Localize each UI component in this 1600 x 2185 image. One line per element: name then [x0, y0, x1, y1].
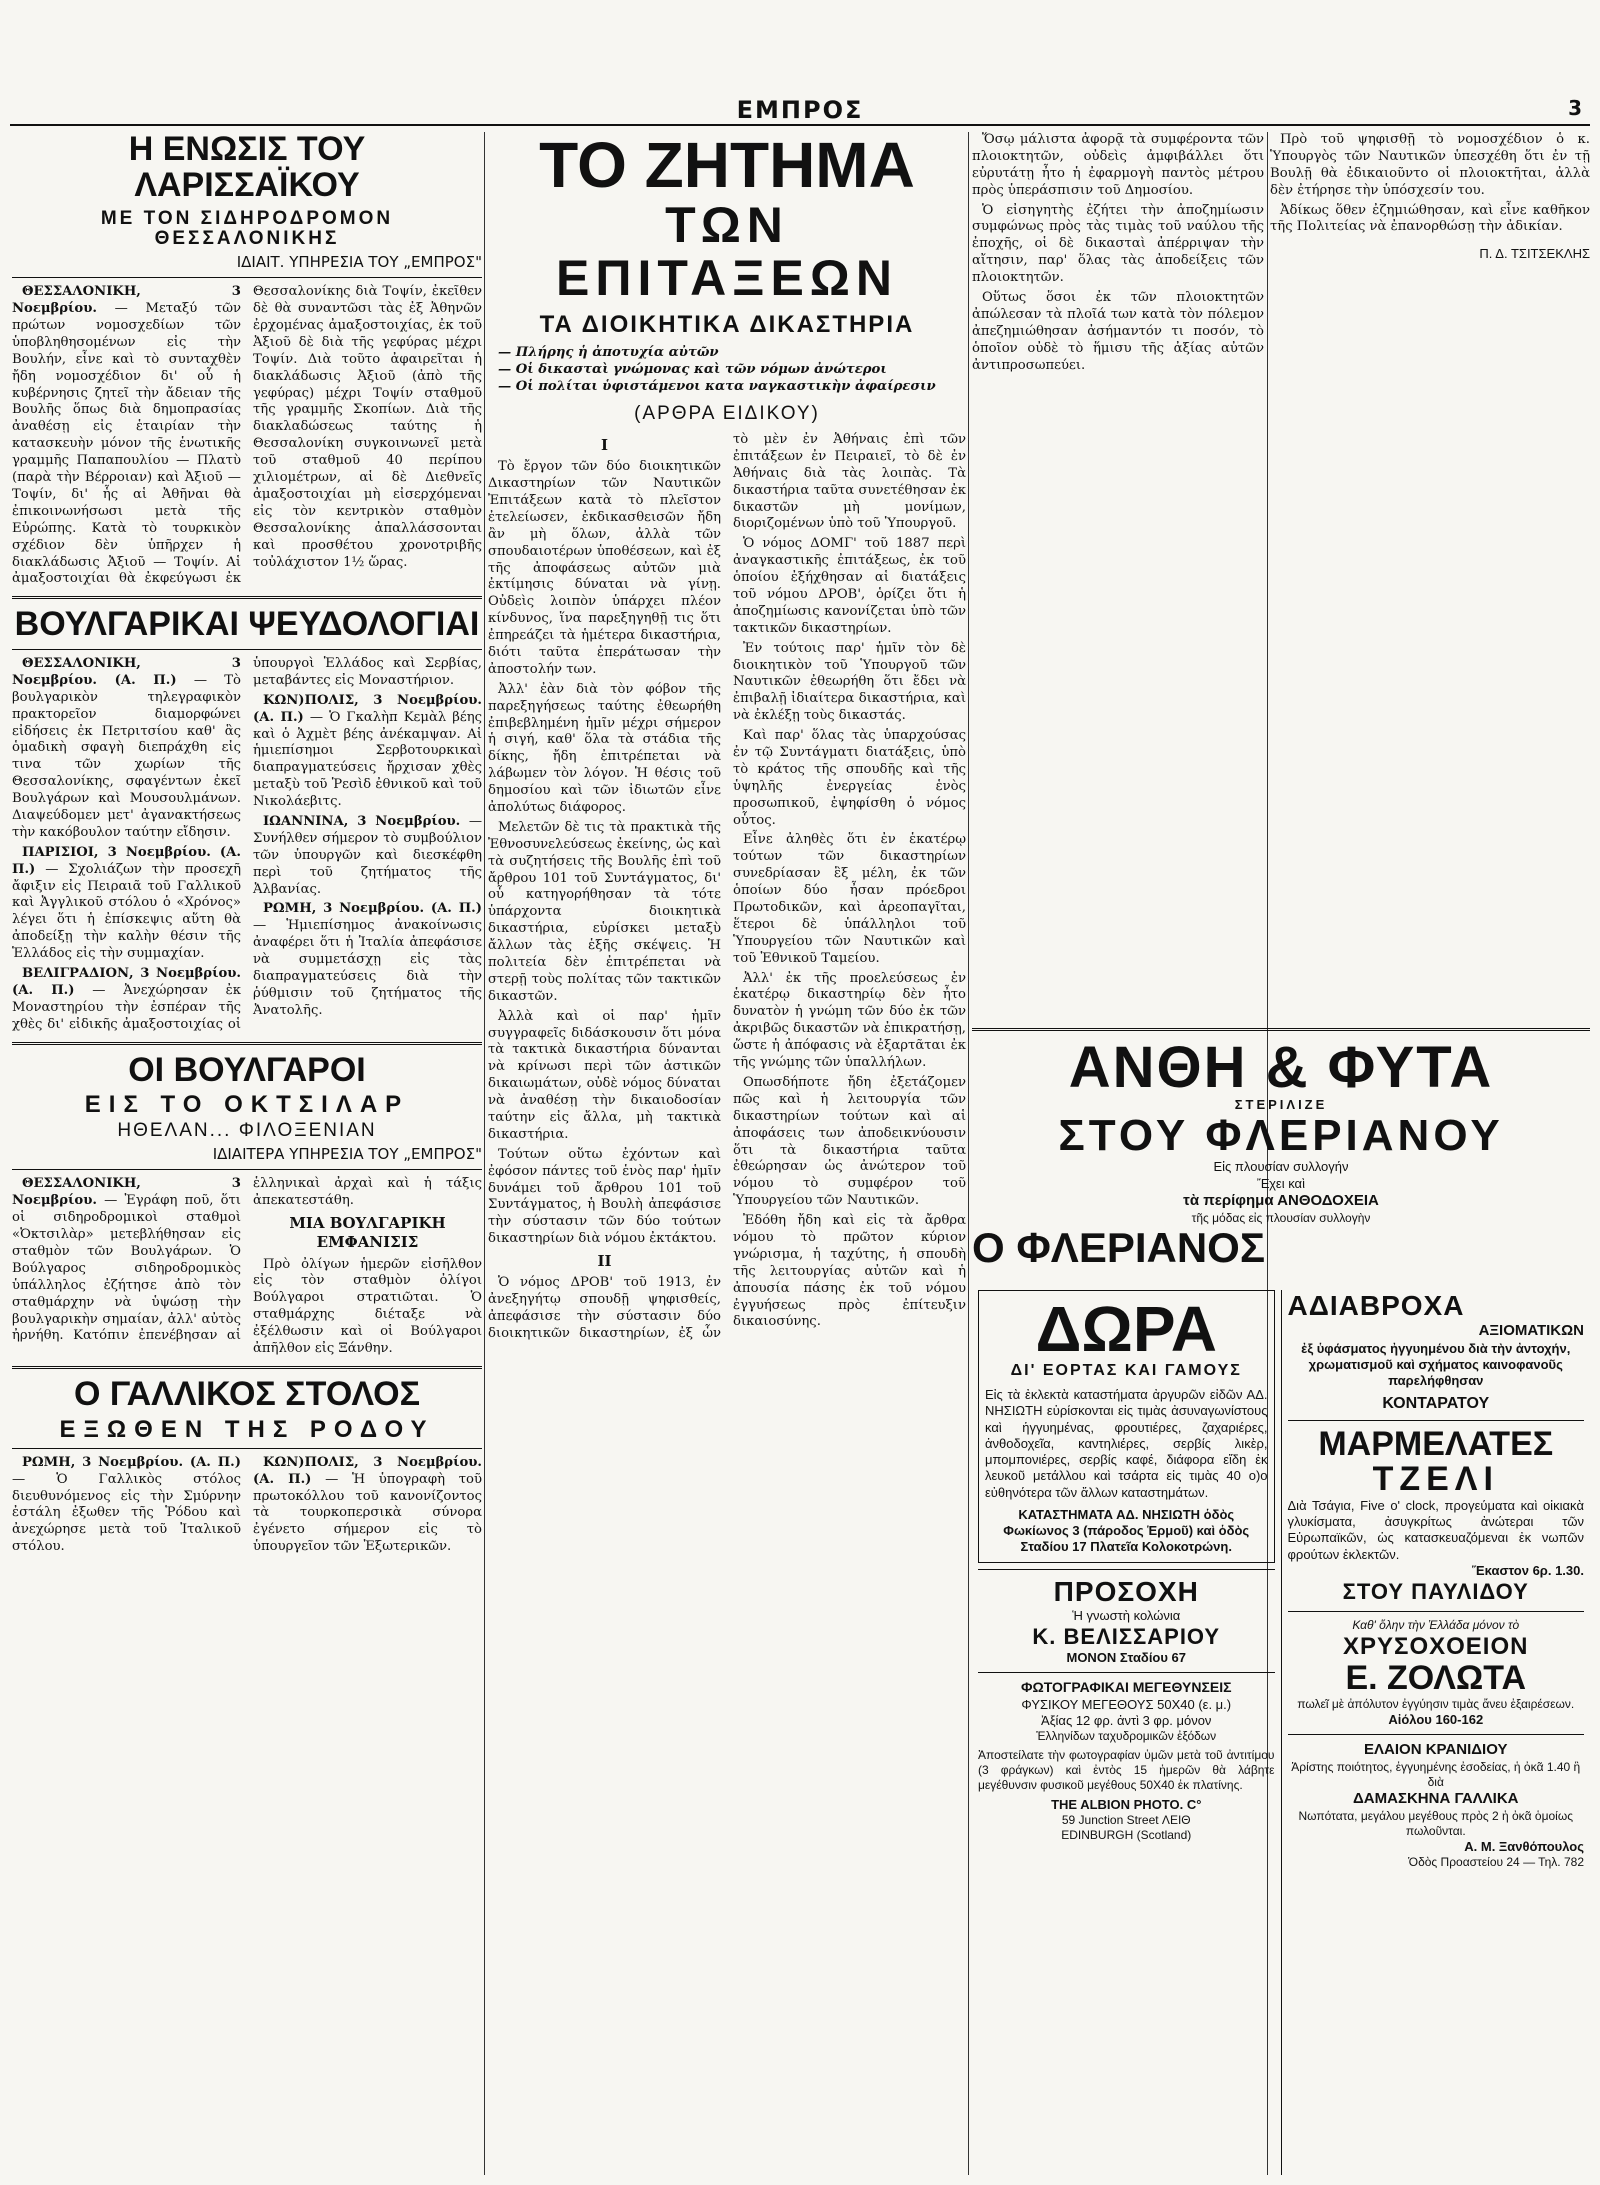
page-number: 3: [1568, 96, 1582, 120]
divider: [978, 1569, 1275, 1570]
paragraph: — Ἡμιεπίσημος ἀνακοίνωσις ἀναφέρει ὅτι ἡ Ἰταλία ἀπεφάσισε νὰ συμμετάσχῃ εἰς τὰς διαπραγματεύσεις διὰ τὴν ῥύθμισιν τοῦ ζητήματος τῆς Ἀνατολῆς.: [253, 918, 482, 1018]
ad-text: Ἔχει καὶ: [1257, 1175, 1305, 1191]
ad-text: τὰ περίφημα ΑΝΘΟΔΟΧΕΙΑ: [1183, 1191, 1379, 1209]
ad-text: Ἀρίστης ποιότητος, ἐγγυημένης ἐσοδείας, ἡ ὀκᾶ 1.40 ἢ διὰ: [1291, 1759, 1581, 1789]
ad-address: EDINBURGH (Scotland): [1061, 1828, 1192, 1843]
subheadline: ΜΕ ΤΟΝ ΣΙΔΗΡΟΔΡΟΜΟΝ ΘΕΣΣΑΛΟΝΙΚΗΣ: [100, 208, 394, 250]
ad-text: ΜΟΝΟΝ Σταδίου 67: [1066, 1649, 1187, 1665]
ad-marmalade: [1287, 1424, 1585, 1606]
summary-item: — Πλήρης ἡ ἀποτυχία αὐτῶν: [498, 345, 719, 361]
ad-title: ΑΔΙΑΒΡΟΧΑ: [1287, 1290, 1465, 1321]
subheadline: ΕΞΩΘΕΝ ΤΗΣ ΡΟΔΟΥ: [59, 1415, 435, 1443]
subheadline: ΕΙΣ ΤΟ ΟΚΤΣΙΛΑΡ: [84, 1091, 410, 1119]
dateline: ΘΕΣΣΑΛΟΝΙΚΗ, 3 Νοεμβρίου.: [12, 1176, 241, 1209]
dateline: ΚΩΝ)ΠΟΛΙΣ, 3 Νοεμβρίου. (Α. Π.): [253, 692, 482, 725]
divider: [1288, 1734, 1585, 1735]
masthead-title: ΕΜΠΡΟΣ: [736, 96, 864, 124]
ad-title: ΔΑΜΑΣΚΗΝΑ ΓΑΛΛΙΚΑ: [1353, 1789, 1519, 1807]
column-left: [12, 132, 482, 2175]
paragraph: — Ἀνεχώρησαν ἐκ Μοναστηρίου τὴν ἐσπέραν τῆς χθὲς δι' εἰδικῆς ἀμαξοστοιχίας οἱ ὑπουργοὶ Ἑλλάδος καὶ Σερβίας, μεταβάντες εἰς Μοναστήριον.: [12, 655, 482, 1032]
divider: [12, 649, 482, 650]
dateline: ΘΕΣΣΑΛΟΝΙΚΗ, 3 Νοεμβρίου. (Α. Π.): [12, 655, 241, 688]
divider: [12, 1448, 482, 1449]
headline: ΟΙ ΒΟΥΛΓΑΡΟΙ: [128, 1050, 366, 1089]
paragraph: — Μεταξύ τῶν πρώτων νομοσχεδίων τῶν ὑποβληθησομένων εἰς τὴν Βουλήν, εἶνε καὶ τὸ συνταχθὲν ἤδη νομοσχέδιον δι' οὗ ἡ κυβέρνησις ζητεῖ τὴν ἄδειαν τῆς Βουλῆς ὅπως διὰ δημοπρασίας ἀναθέσῃ εἰς ἑταιρίαν τὴν κατασκευὴν μόνον τῆς ἑνωτικῆς γραμμῆς Παπαπουλίου — Πλατὺ (παρὰ τὴν Βέρροιαν) καὶ Ἀξιοῦ — Τοψίν, δι' ἧς αἱ Ἀθῆναι θὰ ἐπικοινωνήσωσι μετὰ τῆς Εὐρώπης. Κατὰ τὸ τουρκικὸν σχέδιον δὲν ὑπῆρχεν ἡ διακλάδωσις Ἀξιοῦ — Τοψίν. Αἱ ἀμαξοστοιχίαι θὰ ἐκφεύγωσι ἐκ Θεσσαλονίκης διὰ Τοψίν, ἐκεῖθεν δὲ θὰ συναντῶσι τὰς ἐξ Ἀθηνῶν ἐρχομένας ἀμαξοστοιχίας, ἐκ τοῦ Ἀξιοῦ δὲ διὰ τῆς γεφύρας μέχρι Τοψίν. Διὰ τοῦτο ἀφαιρεῖται ἡ διακλάδωσις Ἀξιοῦ (ἀπὸ τῆς γεφύρας) μέχρι Τοψίν σταθμοῦ τῆς γραμμῆς Σκοπίων. Διὰ τῆς διακλαδώσεως ταύτης ἡ Θεσσαλονίκη συγκοινωνεῖ μετὰ τοῦ σταθμοῦ 40 περίπου χιλιομέτρων, αἱ δὲ Διεθνεῖς ἀμαξοστοιχίαι μὴ εἰσερχόμεναι εἰς τὸν κεντρικὸν σταθμὸν Θεσσαλονίκης ἀπαλλάσσονται καὶ προσθέτου χρονοτριβῆς τοὐλάχιστον 1½ ὥρας.: [12, 284, 482, 587]
headline: Η ΕΝΩΣΙΣ ΤΟΥ ΛΑΡΙΣΣΑΪΚΟΥ: [128, 132, 366, 204]
headline: ΤΟ ΖΗΤΗΜΑ: [539, 132, 915, 201]
ad-store: ΚΟΝΤΑΡΑΤΟΥ: [1382, 1394, 1490, 1412]
paragraph: Τούτων οὕτω ἐχόντων καὶ ἐφόσον πάντες τοῦ ἑνὸς παρ' ἡμῖν δυνάμει τοῦ ἄρθρου 101 τοῦ Συντάγματος, ἡ Βουλὴ ἀπεφάσισε τὴν σύστασιν τῶν δύο τούτων δικαστηρίων διὰ νόμου ἐκτάκτου.: [488, 1146, 721, 1247]
paragraph: Ἐδόθη ἤδη καὶ εἰς τὰ ἄρθρα νόμου τὸ πρῶτον κύριον γνώρισμα, ἡ ταχύτης, ἡ σπουδὴ τῆς λειτουργίας αὐτῶν καὶ ἡ ἀπουσία πάσης ἐκ τοῦ νόμου ἐγγυήσεως πρὸς ἐπίτευξιν δικαιοσύνης.: [733, 1213, 966, 1330]
ad-photo: [978, 1679, 1275, 1843]
ad-text: ΣΤΕΡΙΛΙΖΕ: [1234, 1097, 1328, 1112]
kicker: ΗΘΕΛΑΝ... ΦΙΛΟΞΕΝΙΑΝ: [117, 1120, 377, 1142]
divider: [12, 596, 482, 599]
paragraph: — Συνήλθεν σήμερον τὸ συμβούλιον τῶν ὑπουργῶν καὶ διεσκέφθη περὶ τοῦ ζητήματος τῆς Ἀλβανίας.: [253, 813, 482, 897]
ad-title: ΕΛΑΙΟΝ ΚΡΑΝΙΔΙΟΥ: [1364, 1741, 1508, 1759]
ad-footer: ΚΑΤΑΣΤΗΜΑΤΑ ΑΔ. ΝΗΣΙΩΤΗ ὁδὸς Φωκίωνος 3 (πάροδος Ἑρμοῦ) καὶ ὁδὸς Σταδίου 17 Πλατεῖα Κολοκοτρώνη.: [1003, 1506, 1250, 1555]
ad-title: ΧΡΥΣΟΧΟΕΙΟΝ: [1343, 1633, 1529, 1661]
paragraph: Ὅσῳ μάλιστα ἀφορᾷ τὰ συμφέροντα τῶν πλοιοκτητῶν, οὐδεὶς ἀμφιβάλλει ὅτι εὐρυτάτῃ ἦτο ἡ ἐφαρμογὴ παντὸς μέτρου πρὸς ὑπεράσπισιν τοῦ Δημοσίου.: [972, 132, 1264, 198]
section-heading: ΜΙΑ ΒΟΥΛΓΑΡΙΚΗ ΕΜΦΑΝΙΣΙΣ: [289, 1214, 446, 1252]
divider: [12, 1042, 482, 1045]
subheadline: ΤΑ ΔΙΟΙΚΗΤΙΚΑ ΔΙΚΑΣΤΗΡΙΑ: [539, 311, 915, 339]
dateline: ΡΩΜΗ, 3 Νοεμβρίου. (Α. Π.): [263, 901, 482, 917]
article-body: [12, 1455, 482, 1559]
article-french-fleet: [12, 1374, 482, 1559]
ads-column-left: [972, 1290, 1281, 2175]
article-body: [488, 432, 966, 1343]
paragraph: Ἐν τούτοις παρ' ἡμῖν τὸν δὲ διοικητικὸν τοῦ Ὑπουργοῦ τῶν Ναυτικῶν ἐθεωρήθη ὅτι ἔδει νὰ ἐπιβαλῇ ἰδιαίτερα δικαστήρια, καὶ νὰ ἐκλέξῃ τοὺς δικαστάς.: [733, 640, 966, 724]
ad-text: ΦΥΣΙΚΟΥ ΜΕΓΕΘΟΥΣ 50Χ40 (ε. μ.): [1021, 1696, 1232, 1712]
summary-list: [498, 345, 966, 396]
paragraph: Οπωσδήποτε ἤδη ἐξετάζομεν πῶς καὶ ἡ λειτουργία τῶν δικαστηρίων τούτων καὶ αἱ ἀποφάσεις των ἀποδεικνύουσιν ὅτι τὰ δικαστήρια ταῦτα ἐθεώρησαν ὡς ἀνώτερον τοῦ νόμου τὸ συμφέρον τοῦ Ὑπουργείου τῶν Ναυτικῶν.: [733, 1074, 966, 1209]
ad-jewelry: [1288, 1618, 1585, 1728]
ad-flowers: [972, 1020, 1590, 1280]
ad-title: ΦΩΤΟΓΡΑΦΙΚΑΙ ΜΕΓΕΘΥΝΣΕΙΣ: [1021, 1679, 1232, 1695]
divider: [978, 1672, 1275, 1673]
ad-text: Ἡ γνωστὴ κολώνια: [1072, 1607, 1181, 1623]
headline: ΒΟΥΛΓΑΡΙΚΑΙ ΨΕΥΔΟΛΟΓΙΑΙ: [14, 605, 480, 644]
service-line: ΙΔΙΑΙΤΕΡΑ ΥΠΗΡΕΣΙΑ ΤΟΥ „ΕΜΠΡΟΣ": [212, 1145, 482, 1164]
paragraph: — Τὸ βουλγαρικὸν τηλεγραφικὸν πρακτορεῖον διαμορφώνει εἰδήσεις ἐκ Πετριτσίου καθ' ἃς ὁμαδικὴ σφαγὴ διεπράχθη εἰς τινα τῶν χωρίων τῆς Θεσσαλονίκης, σφαγέντων ἐκεῖ Βουλγάρων καὶ Μουσουλμάνων. Διαψεύδομεν μετ' ἀγανακτήσεως τὴν κακόβουλον ταύτην εἴδησιν.: [12, 672, 242, 840]
paragraph: — Σχολιάζων τὴν προσεχῆ ἄφιξιν εἰς Πειραιᾶ τοῦ Γαλλικοῦ καὶ Ἀγγλικοῦ στόλου ὁ «Χρόνος» λέγει ὅτι ἡ ἐπίσκεψις αὕτη θὰ ἀποδείξῃ τὴν καλὴν θέσιν τῆς Ἑλλάδος εἰς τὴν συμμαχίαν.: [12, 861, 241, 962]
paragraph: Μελετῶν δὲ τις τὰ πρακτικὰ τῆς Ἐθνοσυνελεύσεως ἐκείνης, ὡς καὶ τὰ συζητήσεις τῆς Βουλῆς ἐπὶ τοῦ ἄρθρου 101 τοῦ Συντάγματος, δι' οὗ κατηγορήθησαν τὰ τότε ὑπάρχοντα διοικητικὰ δικαστήρια, εὑρίσκει μεταξὺ ἄλλων τὰς ἑξῆς σκέψεις. Ἡ πολιτεία δὲν ἐπιτρέπεται νὰ στερῇ τοὺς πολίτας τῶν τακτικῶν δικαστῶν.: [488, 819, 721, 1004]
article-bulgarian-lies: [12, 607, 482, 1033]
paragraph: Ἀλλ' ἐὰν διὰ τὸν φόβον τῆς παρεξηγήσεως ταύτης ἐθεωρήθη ἐπιβεβλημένη ἡμῖν μέχρι σήμερον ἡ σιγή, καθ' ὅλα τὰ στάδια τῆς δίκης, ἤδη ἐπιτρέπεται νὰ λάβωμεν τὸν λόγον. Ἡ θέσις τοῦ δημοσίου καὶ τῶν ἰδιωτῶν εἶνε ἀπολύτως διάφορος.: [488, 681, 721, 815]
ad-store: Α. Μ. Ξανθόπουλος: [1464, 1838, 1584, 1854]
dateline: ΡΩΜΗ, 3 Νοεμβρίου. (Α. Π.): [22, 1454, 241, 1470]
ad-text: ἐξ ὑφάσματος ἠγγυημένου διὰ τὴν ἀντοχήν, χρωματισμοῦ καὶ σχήματος καινοφανοῦς παρελήφθησαν: [1301, 1340, 1571, 1389]
headline: Ο ΓΑΛΛΙΚΟΣ ΣΤΟΛΟΣ: [74, 1374, 420, 1413]
masthead: [10, 96, 1590, 126]
ad-text: Ἀξίας 12 φρ. ἀντὶ 3 φρ. μόνον: [1041, 1712, 1212, 1728]
dateline: ΒΕΛΙΓΡΑΔΙΟΝ, 3 Νοεμβρίου. (Α. Π.): [12, 966, 241, 998]
ad-text: πωλεῖ μὲ ἀπόλυτον ἐγγύησιν τιμὰς ἄνευ ἐξαιρέσεων.: [1297, 1696, 1575, 1711]
article-larissa: [12, 132, 482, 588]
ad-address: Αἰόλου 160-162: [1388, 1711, 1484, 1727]
ad-text: τῆς μόδας εἰς πλουσίαν συλλογὴν: [1191, 1210, 1371, 1225]
paragraph: Ὁ νόμος ΔΟΜΓ' τοῦ 1887 περὶ ἀναγκαστικῆς ἐπιτάξεως, ἐκ τοῦ ὁποίου ἐξήχθησαν αἱ διατάξεις τοῦ νόμου ΔΡΟΒ', ὁρίζει ὅτι ἡ ἀποζημίωσις κανονίζεται ὑπὸ τῶν τακτικῶν δικαστηρίων.: [733, 536, 966, 636]
divider: [12, 1169, 482, 1170]
summary-item: — Οἱ δικασταὶ γνώμονας καὶ τῶν νόμων ἀνώτεροι: [498, 362, 887, 378]
ad-text: Διὰ Τσάγια, Five o' clock, προγεύματα καὶ οἰκιακὰ γλυκίσματα, ἀσυγκρίτως ἀνώτεραι τῶν Εὐρωπαϊκῶν, ὡς κατασκευαζόμεναι ἐκ νωπῶν φρούτων ἐκλεκτῶν.: [1287, 1497, 1584, 1562]
divider: [12, 1366, 482, 1369]
dateline: ΚΩΝ)ΠΟΛΙΣ, 3 Νοεμβρίου. (Α. Π.): [253, 1454, 482, 1487]
ad-store: ΣΤΟΥ ΠΑΥΛΙΔΟΥ: [1342, 1579, 1529, 1605]
ads-grid: [972, 1290, 1590, 2175]
ad-title: ΤΖΕΛΙ: [1372, 1460, 1499, 1499]
ad-text: Ἀποστείλατε τὴν φωτογραφίαν ὑμῶν μετὰ τοῦ ἀντιτίμου (3 φράγκων) καὶ ἐντὸς 15 ἡμερῶν θὰ λάβητε μεγέθυνσιν φυσικοῦ μεγέθους 50Χ40 ἐκ πλατίνης.: [978, 1748, 1275, 1792]
divider: [972, 1028, 1590, 1031]
ad-text: Εἰς τὰ ἐκλεκτὰ καταστήματα ἀργυρῶν εἰδῶν ΑΔ. ΝΗΣΙΩΤΗ εὑρίσκονται εἰς τιμὰς ἀσυναγωνίστους καὶ ἡγγυημένας, φρουτιέρες, ζαχαριέρες, ἀνθοδοχεῖα, καντηλιέρες, σερβίς λικὲρ, μπομπονιέρες, σερβίς καφέ, διάφορα εἴδη ἐκ λευκοῦ μετάλλου καὶ τσάρτα εἰς τιμὰς 40 ο)ο εὐθηνότερα τῶν ἄλλων καταστημάτων.: [985, 1387, 1268, 1500]
paragraph: — Ἡ ὑπογραφὴ τοῦ πρωτοκόλλου τοῦ κανονίζοντος τὰ τουρκοπερσικὰ σύνορα ἐγένετο σήμερον εἰς τὸ ὑπουργεῖον τῶν Ἐξωτερικῶν.: [253, 1471, 482, 1555]
paragraph: Πρὸ ὀλίγων ἡμερῶν εἰσῆλθον εἰς τὸν σταθμὸν ὀλίγοι Βούλγαροι στρατιῶται. Ὁ σταθμάρχης διέταξε νὰ ἐξέλθωσιν καὶ οἱ Βούλγαροι ἀπῆλθον εἰς Ξάνθην.: [253, 1256, 482, 1356]
paragraph: Πρὸ τοῦ ψηφισθῇ τὸ νομοσχέδιον ὁ κ. Ὑπουργὸς τῶν Ναυτικῶν ὑπεσχέθη ὅτι ἐν τῇ Βουλῇ θὰ ἐδικαιοῦντο οἱ πλοιοκτῆται, ἀλλὰ δὲν ἐτήρησε τὴν ὑπόσχεσίν του.: [1270, 132, 1590, 198]
ad-oil: [1288, 1741, 1585, 1870]
ad-text: Εἰς πλουσίαν συλλογήν: [1213, 1159, 1349, 1175]
section-number: ΙΙ: [597, 1252, 612, 1271]
ad-title: Κ. ΒΕΛΙΣΣΑΡΙΟΥ: [1032, 1623, 1221, 1649]
ad-title: Ο ΦΛΕΡΙΑΝΟΣ: [972, 1223, 1266, 1271]
dateline: ΙΩΑΝΝΙΝΑ, 3 Νοεμβρίου.: [263, 813, 461, 829]
ad-gifts: [978, 1290, 1275, 1563]
article-epitaxeis: [488, 132, 966, 1343]
ad-title: ΣΤΟΥ ΦΛΕΡΙΑΝΟΥ: [1058, 1111, 1504, 1161]
divider: [1288, 1611, 1585, 1612]
ad-text: Νωπότατα, μεγάλου μεγέθους πρὸς 2 ἡ ὀκᾶ ὁμοίως πωλοῦνται.: [1298, 1808, 1573, 1838]
divider: [1288, 1420, 1585, 1421]
ad-subtitle: ΔΙ' ΕΟΡΤΑΣ ΚΑΙ ΓΑΜΟΥΣ: [1010, 1362, 1242, 1379]
dateline: ΠΑΡΙΣΙΟΙ, 3 Νοεμβρίου. (Α. Π.): [12, 844, 241, 877]
ad-subtitle: ΑΞΙΟΜΑΤΙΚΩΝ: [1478, 1322, 1584, 1339]
article-body: [12, 1176, 482, 1358]
paragraph: Ὁ εἰσηγητὴς ἐζήτει τὴν ἀποζημίωσιν συμφώνως πρὸς τὰς τιμὰς τοῦ ναύλου τῆς ἐποχῆς, οἱ δὲ δικασταὶ ἀπέρριψαν τὴν αἴτησιν, παρ' ὅλας τὰς ἀποδείξεις τῶν πλοιοκτητῶν.: [972, 202, 1264, 286]
ad-address: 59 Junction Street ΛΕΙΘ: [1061, 1813, 1191, 1828]
column-rule: [484, 132, 485, 2175]
paragraph: Ἀδίκως ὅθεν ἐζημιώθησαν, καὶ εἶνε καθῆκον τῆς Πολιτείας νὰ ἐπανορθώσῃ τὴν ἀδικίαν.: [1270, 202, 1590, 235]
headline-line2: ΤΩΝ ΕΠΙΤΑΞΕΩΝ: [555, 197, 898, 306]
paragraph: — Ὁ Γκαλὴπ Κεμὰλ βέης καὶ ὁ Ἀχμὲτ βέης ἀνέκαμψαν. Αἱ ἡμιεπίσημοι Σερβοτουρκικαὶ διαπραγματεύσεις ἤρχισαν χθὲς μεταξὺ τοῦ Ῥεσὶδ ἐθνικοῦ καὶ τοῦ Νικολάεβιτς.: [253, 709, 482, 810]
article-continuation: [972, 132, 1264, 374]
paragraph: Εἶνε ἀληθὲς ὅτι ἐν ἑκατέρῳ τούτων τῶν δικαστηρίων συνεδρίασαν ἓξ μέλη, ἐκ τῶν ὁποίων δύο ἦσαν πρόεδροι Πρωτοδικῶν, καὶ ἀρεοπαγῖται, ἕτεροι δὲ ὑπάλληλοι τοῦ Ὑπουργείου τῶν Ναυτικῶν καὶ τοῦ Ἐθνικοῦ Ταμείου.: [733, 832, 966, 966]
ad-title: ΔΩΡΑ: [1035, 1293, 1217, 1365]
column-right-top: [972, 132, 1264, 1012]
ad-attention: [978, 1576, 1275, 1667]
section-label: (ΑΡΘΡΑ ΕΙΔΙΚΟΥ): [634, 403, 820, 425]
paragraph: Ἀλλὰ καὶ οἱ παρ' ἡμῖν συγγραφεῖς διδάσκουσιν ὅτι μόνα τὰ τακτικὰ δικαστήρια δύνανται νὰ κρίνωσι περὶ τῶν ἀστικῶν δικαιωμάτων, οὐδὲ νόμος δύναται νὰ ἀναθέσῃ τὴν δικαιοδοσίαν ταύτην εἰς ἄλλα, μὴ τακτικὰ δικαστήρια.: [488, 1008, 721, 1142]
ad-address: Ὁδὸς Προαστείου 24 — Τηλ. 782: [1408, 1854, 1584, 1869]
ad-title: ΑΝΘΗ & ΦΥΤΑ: [1068, 1035, 1494, 1100]
paragraph: Ὁ νόμος ΔΡΟΒ' τοῦ 1913, ἐν ἀνεξηγήτῳ σπουδῇ ψηφισθείς, ἀπεφάσισε τὴν σύστασιν δύο διοικητικῶν δικαστηρίων, ἐξ ὧν τὸ μὲν ἐν Ἀθήναις ἐπὶ τῶν ἐπιτάξεων ἐν Πειραιεῖ, τὸ δὲ ἐν Ἀθήναις διὰ τὰς λοιπὰς. Τὰ δικαστήρια ταῦτα συνετέθησαν ἐκ δικαστῶν μὴ μονίμων, διοριζομένων ὑπὸ τοῦ Ὑπουργοῦ.: [488, 431, 966, 1341]
ad-title: Ε. ΖΟΛΩΤΑ: [1345, 1659, 1527, 1698]
article-body: [12, 284, 482, 588]
paragraph: Καὶ παρ' ὅλας τὰς ὑπαρχούσας ἐν τῷ Συντάγματι διατάξεις, ὑπὸ τὸ κράτος τῆς σπουδῆς καὶ τῆς ὑψηλῆς ἐνεργείας ἑνὸς προσωπικοῦ, ἐψηφίσθη ὁ νόμος οὗτος.: [733, 728, 966, 828]
paragraph: — Ὁ Γαλλικὸς στόλος διευθυνόμενος εἰς τὴν Σμύρνην ἐστάλη ἐξωθεν τῆς Ῥόδου καὶ ἀνεχώρησε μετὰ τοῦ Ἰταλικοῦ στόλου.: [12, 1471, 241, 1555]
paragraph: Ἀλλ' ἐκ τῆς προελεύσεως ἐν ἑκατέρῳ δικαστηρίῳ δὲν ἦτο δυνατὸν ἡ γνώμη τῶν δύο ἐκ τῶν ἀκριβῶς δικαστῶν νὰ ἐπικρατήσῃ, ὥστε ἡ ἀπόφασις νὰ ἐξαρτᾶται ἐκ τῆς γνώμης τῶν ὑπαλλήλων.: [733, 970, 966, 1071]
ad-text: Ἑλληνίδων ταχυδρομικῶν ἐξόδων: [1036, 1729, 1217, 1743]
article-body: [12, 656, 482, 1034]
ad-address: THE ALBION PHOTO. C°: [1051, 1797, 1202, 1812]
column-center: [488, 132, 966, 2175]
ad-text: Καθ' ὅλην τὴν Ἑλλάδα μόνον τὸ: [1352, 1618, 1520, 1633]
dateline: ΘΕΣΣΑΛΟΝΙΚΗ, 3 Νοεμβρίου.: [12, 284, 241, 317]
ad-title: ΜΑΡΜΕΛΑΤΕΣ: [1318, 1424, 1554, 1463]
service-line: ΙΔΙΑΙΤ. ΥΠΗΡΕΣΙΑ ΤΟΥ „ΕΜΠΡΟΣ": [236, 253, 482, 272]
ad-price: Ἕκαστον 6ρ. 1.30.: [1472, 1562, 1584, 1578]
paragraph: Τὸ ἔργον τῶν δύο διοικητικῶν Δικαστηρίων τῶν Ναυτικῶν Ἐπιτάξεων κατὰ τὸ πλεῖστον ἐτελείωσεν, ἐκδικασθεισῶν ἤδη ἂν μὴ ὅλων, ἀλλὰ τῶν σπουδαιοτέρων ὑποθέσεων, καὶ ἐξ τῆς ἀποφάσεως αὐτῶν μιὰ ἐκτίμησις δύναται νὰ γίνῃ. Οὐδεὶς λοιπὸν ὑπάρχει πλέον κίνδυνος, ἵνα παρεξηγηθῇ τις ὅτι ἐπηρεάζει τὰ ἡμέτερα δικαστήρια, διότι ταῦτα ἐπεράτωσαν τὴν ἀποστολήν των.: [488, 459, 721, 677]
ad-waterproof: [1288, 1290, 1585, 1414]
column-far-right-top: [1270, 132, 1590, 1012]
divider: [12, 277, 482, 278]
article-bulgarians: [12, 1050, 482, 1358]
paragraph: — Ἐγράφη ποῦ, ὅτι οἱ σιδηροδρομικοὶ σταθμοὶ «Ὀκτσιλὰρ» μετεβλήθησαν εἰς σταθμὸν τῶν Βουλγάρων. Ὁ Βούλγαρος σιδηροδρομικὸς ὑπάλληλος ἐζήτησε ἀπὸ τὸν σταθμάρχην νὰ ὑψώσῃ τὴν βουλγαρικὴν σημαίαν, ἀλλ' αὐτὸς ἠρνήθη. Κατόπιν ἐπενέβησαν αἱ ἑλληνικαὶ ἀρχαὶ καὶ ἡ τάξις ἀπεκατεστάθη.: [12, 1176, 482, 1344]
section-number: Ι: [600, 435, 609, 454]
author-signature: Π. Δ. ΤΣΙΤΣΕΚΛΗΣ: [1479, 246, 1590, 262]
article-continuation: [1270, 132, 1590, 263]
ads-column-right: [1281, 1290, 1591, 2175]
ad-title: ΠΡΟΣΟΧΗ: [1053, 1575, 1199, 1607]
paragraph: Οὕτως ὅσοι ἐκ τῶν πλοιοκτητῶν ἀπώλεσαν τὰ πλοῖά των κατὰ τὸν πόλεμον ἀπεζημιώθησαν ἀσήμαντόν τι ποσόν, τὸ ὁποῖον οὐδὲ τὸ ἥμισυ τῆς ἀξίας αὐτῶν ἀντιπροσωπεύει.: [972, 290, 1264, 373]
column-rule: [968, 132, 969, 2175]
summary-item: — Οἱ πολίται ὑφιστάμενοι κατα ναγκαστικὴν ἀφαίρεσιν: [498, 379, 936, 395]
